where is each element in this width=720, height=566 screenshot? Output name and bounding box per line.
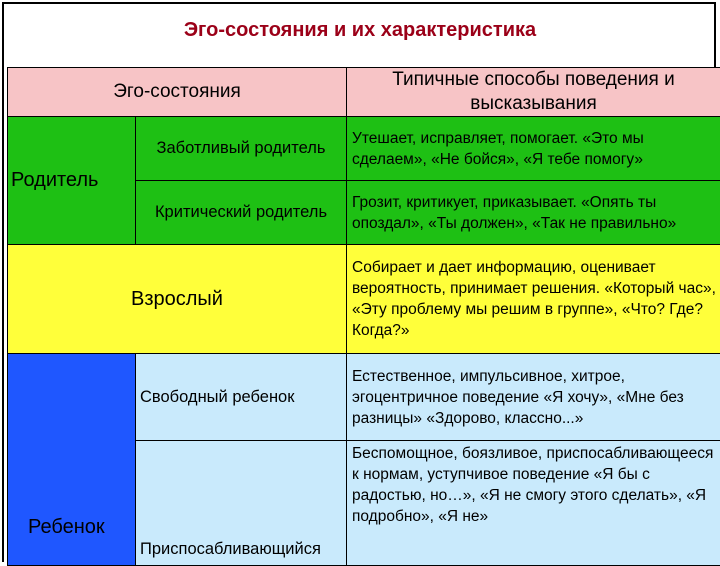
- adaptive-child-name: Приспосабливающийся: [136, 441, 347, 566]
- free-child-name: Свободный ребенок: [136, 354, 347, 441]
- table-row: [8, 245, 720, 354]
- adaptive-child-description: Беспомощное, боязливое, приспосабливающееся к нормам, уступчивое поведение «Я бы с радостью, но…», «Я не смогу этого сделать», «Я подробно», «Я не»: [347, 441, 720, 566]
- caring-parent-name: Заботливый родитель: [136, 117, 347, 181]
- header-behavior: Типичные способы поведения и высказывания: [347, 68, 720, 117]
- adult-label: Взрослый: [8, 245, 347, 354]
- header-ego-states: Эго-состояния: [8, 68, 347, 117]
- parent-label: Родитель: [8, 117, 136, 245]
- child-label: Ребенок: [8, 354, 136, 566]
- adult-description: Собирает и дает информацию, оценивает вероятность, принимает решения. «Который час», «Эту проблему мы решим в группе», «Что? Где? Когда?»: [347, 245, 720, 354]
- critical-parent-description: Грозит, критикует, приказывает. «Опять ты опоздал», «Ты должен», «Так не правильно»: [347, 181, 720, 245]
- critical-parent-name: Критический родитель: [136, 181, 347, 245]
- table-header-row: [8, 68, 720, 117]
- caring-parent-description: Утешает, исправляет, помогает. «Это мы сделаем», «Не бойся», «Я тебе помогу»: [347, 117, 720, 181]
- ego-states-table: [7, 67, 720, 566]
- free-child-description: Естественное, импульсивное, хитрое, эгоцентричное поведение «Я хочу», «Мне без разницы» «Здорово, классно...»: [347, 354, 720, 441]
- table-row: [8, 117, 720, 181]
- table-row: [8, 354, 720, 441]
- slide-title: Эго-состояния и их характеристика: [0, 19, 720, 42]
